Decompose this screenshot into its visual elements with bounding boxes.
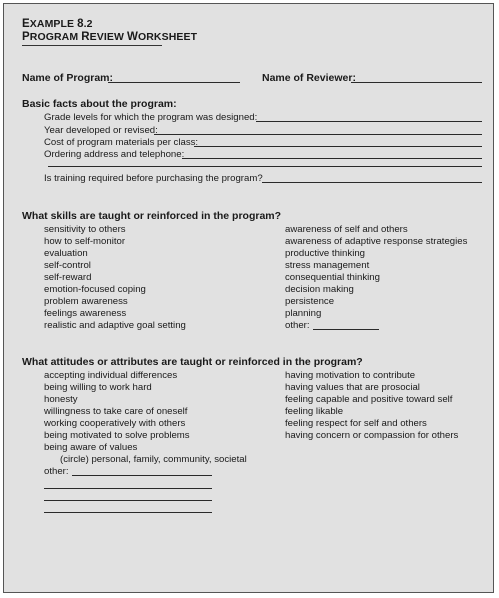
attitude-item: being willing to work hard: [44, 382, 152, 393]
attitude-other-label: other:: [44, 466, 69, 477]
skill-item: problem awareness: [44, 296, 128, 307]
worksheet-page: [3, 3, 494, 593]
training-required-label: Is training required before purchasing the program?: [44, 173, 263, 184]
reviewer-name-field[interactable]: [351, 82, 482, 83]
cost-label: Cost of program materials per class:: [44, 137, 199, 148]
skill-item: emotion-focused coping: [44, 284, 146, 295]
skill-item: self-reward: [44, 272, 92, 283]
ordering-address-field[interactable]: [182, 158, 482, 159]
skill-item: evaluation: [44, 248, 88, 259]
skill-item: productive thinking: [285, 248, 365, 259]
attitude-item: having concern or compassion for others: [285, 430, 459, 441]
values-circle-note: (circle) personal, family, community, societal: [60, 454, 247, 465]
program-name-label: Name of Program:: [22, 72, 114, 84]
program-name-field[interactable]: [108, 82, 240, 83]
skill-item: awareness of adaptive response strategies: [285, 236, 468, 247]
attitude-item: having values that are prosocial: [285, 382, 420, 393]
skill-item: awareness of self and others: [285, 224, 408, 235]
skills-heading: What skills are taught or reinforced in the program?: [22, 210, 282, 222]
skill-item: stress management: [285, 260, 370, 271]
skill-item: self-control: [44, 260, 91, 271]
skill-item: realistic and adaptive goal setting: [44, 320, 186, 331]
grade-levels-field[interactable]: [256, 121, 482, 122]
attitudes-heading: What attitudes or attributes are taught or reinforced in the program?: [22, 356, 363, 368]
skill-item: how to self-monitor: [44, 236, 126, 247]
title-underline: [22, 45, 162, 46]
skill-item: persistence: [285, 296, 335, 307]
skill-other-field[interactable]: [313, 329, 379, 330]
attitude-other-line-2[interactable]: [44, 488, 212, 489]
training-required-field[interactable]: [262, 182, 482, 183]
year-developed-label: Year developed or revised:: [44, 125, 158, 136]
skill-item: planning: [285, 308, 322, 319]
year-developed-field[interactable]: [154, 134, 482, 135]
attitude-item: accepting individual differences: [44, 370, 178, 381]
cost-field[interactable]: [194, 146, 482, 147]
attitude-item: honesty: [44, 394, 78, 405]
attitude-item: willingness to take care of oneself: [44, 406, 188, 417]
skill-item: consequential thinking: [285, 272, 380, 283]
ordering-address-label: Ordering address and telephone:: [44, 149, 185, 160]
attitude-item: feeling respect for self and others: [285, 418, 427, 429]
attitude-other-line-4[interactable]: [44, 512, 212, 513]
attitude-item: being motivated to solve problems: [44, 430, 190, 441]
attitude-other-line-3[interactable]: [44, 500, 212, 501]
basic-facts-heading: Basic facts about the program:: [22, 98, 177, 110]
reviewer-name-label: Name of Reviewer:: [262, 72, 356, 84]
ordering-address-field-line2[interactable]: [48, 166, 482, 167]
skill-item: decision making: [285, 284, 354, 295]
attitude-item: having motivation to contribute: [285, 370, 416, 381]
attitude-item: being aware of values: [44, 442, 138, 453]
attitude-item: feeling capable and positive toward self: [285, 394, 453, 405]
grade-levels-label: Grade levels for which the program was designed:: [44, 112, 258, 123]
attitude-item: feeling likable: [285, 406, 344, 417]
attitude-item: working cooperatively with others: [44, 418, 186, 429]
skill-other-label: other:: [285, 320, 310, 331]
example-label: EXAMPLE 8.2: [22, 18, 93, 30]
attitude-other-field[interactable]: [72, 475, 212, 476]
skill-item: feelings awareness: [44, 308, 127, 319]
worksheet-title: PROGRAM REVIEW WORKSHEET: [22, 31, 198, 43]
skill-item: sensitivity to others: [44, 224, 126, 235]
